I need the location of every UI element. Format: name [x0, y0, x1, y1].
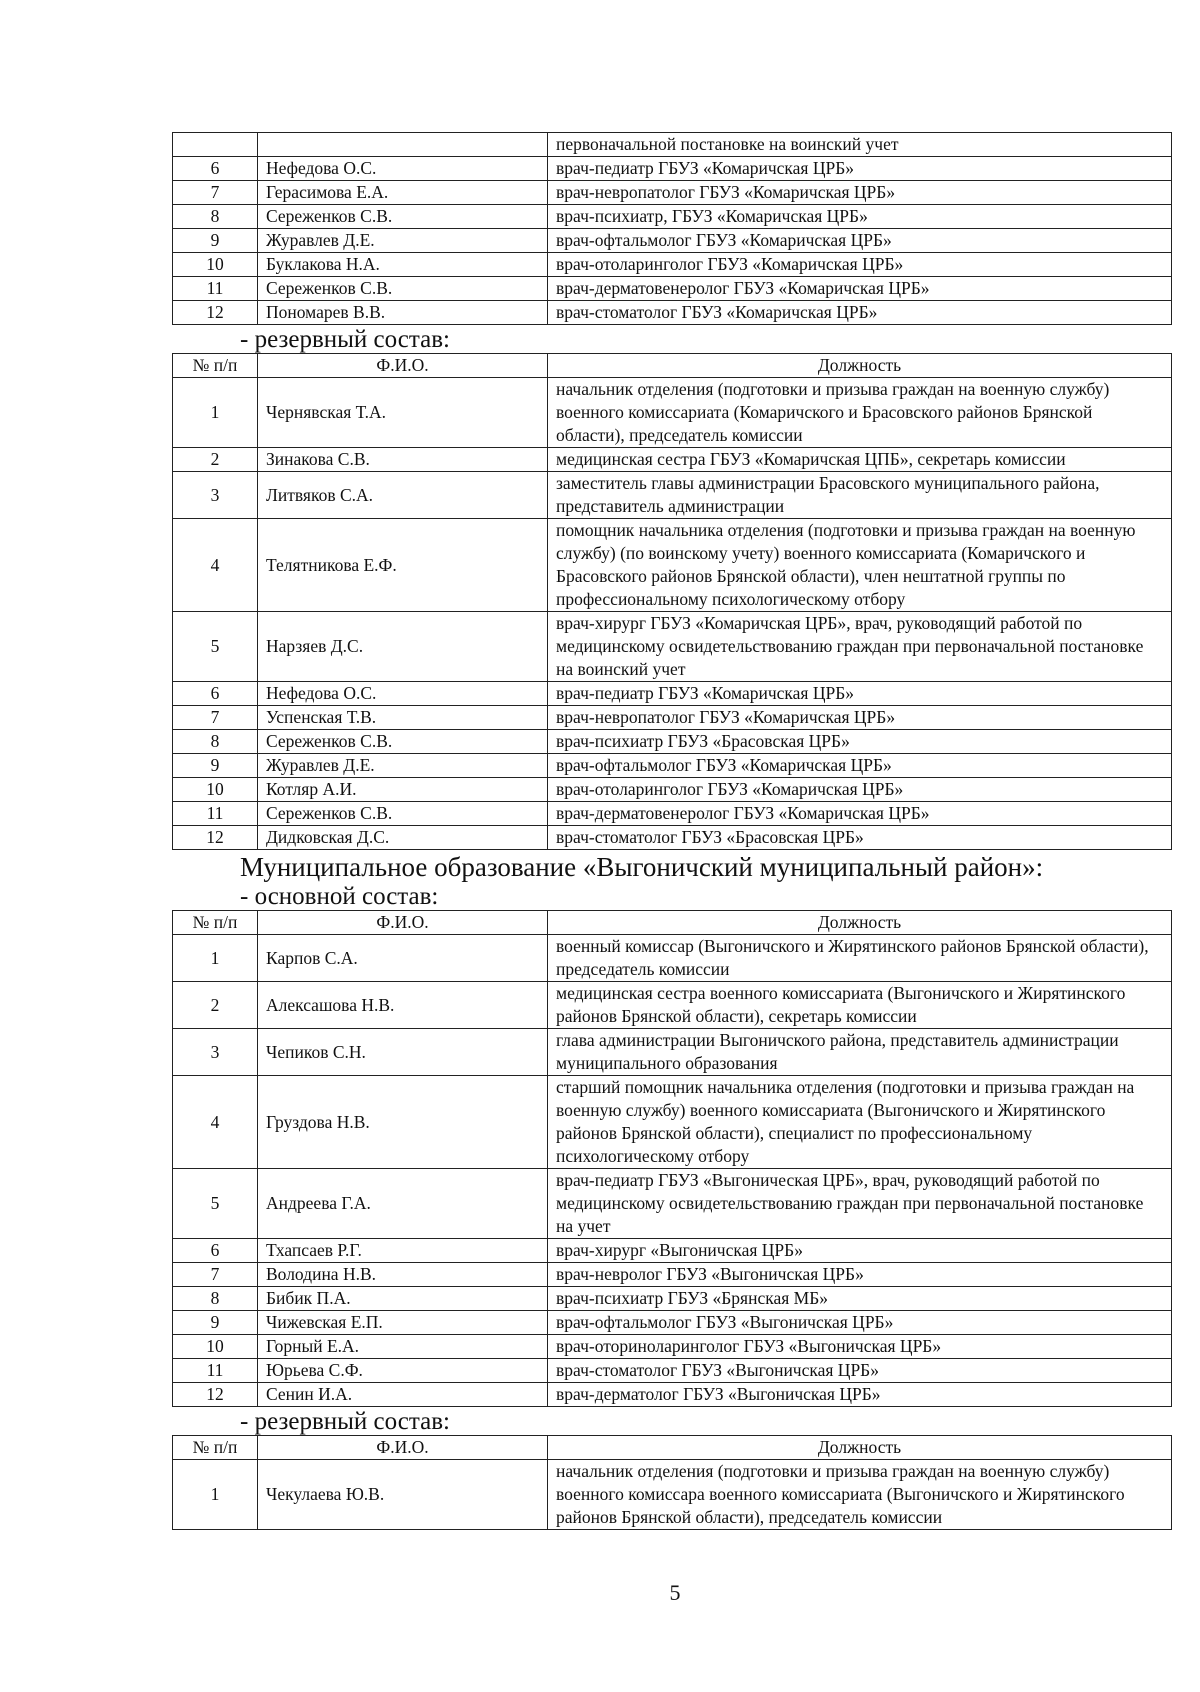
cell-number: 7 [173, 1263, 258, 1287]
cell-position: врач-психиатр, ГБУЗ «Комаричская ЦРБ» [548, 205, 1172, 229]
cell-number: 8 [173, 1287, 258, 1311]
table-row [173, 754, 1172, 778]
cell-name: Чепиков С.Н. [258, 1029, 548, 1076]
table-row [173, 1029, 1172, 1076]
cell-position: врач-психиатр ГБУЗ «Брасовская ЦРБ» [548, 730, 1172, 754]
cell-name: Чижевская Е.П. [258, 1311, 548, 1335]
table-row [173, 706, 1172, 730]
cell-name: Пономарев В.В. [258, 301, 548, 325]
cell-name: Чекулаева Ю.В. [258, 1460, 548, 1530]
cell-position: врач-психиатр ГБУЗ «Брянская МБ» [548, 1287, 1172, 1311]
cell-name: Журавлев Д.Е. [258, 229, 548, 253]
cell-number: 1 [173, 378, 258, 448]
cell-position: врач-отоларинголог ГБУЗ «Комаричская ЦРБ» [548, 253, 1172, 277]
cell-position: медицинская сестра ГБУЗ «Комаричская ЦПБ», секретарь комиссии [548, 448, 1172, 472]
header-position: Должность [548, 911, 1172, 935]
cell-name: Котляр А.И. [258, 778, 548, 802]
cell-position: медицинская сестра военного комиссариата (Выгоничского и Жирятинского районов Брянской области), секретарь комиссии [548, 982, 1172, 1029]
cell-number: 9 [173, 754, 258, 778]
cell-name: Сереженков С.В. [258, 277, 548, 301]
table-row [173, 378, 1172, 448]
cell-position: врач-оториноларинголог ГБУЗ «Выгоничская ЦРБ» [548, 1335, 1172, 1359]
table-row [173, 519, 1172, 612]
cell-name: Буклакова Н.А. [258, 253, 548, 277]
table-row [173, 730, 1172, 754]
cell-number: 10 [173, 253, 258, 277]
header-num: № п/п [173, 911, 258, 935]
table-row [173, 1359, 1172, 1383]
table-reserve-vygonichi [172, 1435, 1172, 1530]
cell-number: 2 [173, 448, 258, 472]
cell-position: врач-педиатр ГБУЗ «Комаричская ЦРБ» [548, 682, 1172, 706]
table-row [173, 301, 1172, 325]
cell-number: 1 [173, 935, 258, 982]
table-row [173, 1263, 1172, 1287]
table-row [173, 133, 1172, 157]
cell-number: 8 [173, 205, 258, 229]
table-row [173, 448, 1172, 472]
cell-number: 4 [173, 519, 258, 612]
table-row [173, 1169, 1172, 1239]
cell-position: врач-отоларинголог ГБУЗ «Комаричская ЦРБ» [548, 778, 1172, 802]
cell-number: 11 [173, 802, 258, 826]
cell-position: врач-офтальмолог ГБУЗ «Комаричская ЦРБ» [548, 229, 1172, 253]
cell-position: врач-дерматовенеролог ГБУЗ «Комаричская ЦРБ» [548, 802, 1172, 826]
table-row [173, 277, 1172, 301]
table-row [173, 157, 1172, 181]
section-label-reserve: - резервный состав: [240, 1408, 450, 1435]
cell-number: 11 [173, 1359, 258, 1383]
cell-name: Нефедова О.С. [258, 682, 548, 706]
cell-position: старший помощник начальника отделения (подготовки и призыва граждан на военную службу) военного комиссариата (Выгоничского и Жирятинского районов Брянской области), специалист по профессиональному психологическому отбору [548, 1076, 1172, 1169]
header-num: № п/п [173, 1436, 258, 1460]
cell-position: начальник отделения (подготовки и призыва граждан на военную службу) военного комиссара военного комиссариата (Выгоничского и Жирятинского районов Брянской области), председатель комиссии [548, 1460, 1172, 1530]
cell-number: 3 [173, 1029, 258, 1076]
cell-position: помощник начальника отделения (подготовки и призыва граждан на военную службу) (по воинскому учету) военного комиссариата (Комаричского и Брасовского районов Брянской области), член нештатной группы по профессиональному психологическому отбору [548, 519, 1172, 612]
cell-number: 9 [173, 229, 258, 253]
cell-position: заместитель главы администрации Брасовского муниципального района, представитель администрации [548, 472, 1172, 519]
section-label-reserve: - резервный состав: [240, 326, 450, 353]
cell-name: Бибик П.А. [258, 1287, 548, 1311]
cell-position: врач-офтальмолог ГБУЗ «Комаричская ЦРБ» [548, 754, 1172, 778]
table-row [173, 472, 1172, 519]
cell-number: 2 [173, 982, 258, 1029]
cell-number: 12 [173, 826, 258, 850]
cell-name: Дидковская Д.С. [258, 826, 548, 850]
table-row [173, 778, 1172, 802]
table-row [173, 1383, 1172, 1407]
cell-number: 10 [173, 1335, 258, 1359]
table-main-vygonichi [172, 910, 1172, 1407]
cell-number: 5 [173, 612, 258, 682]
table-body [173, 935, 1172, 1407]
header-position: Должность [548, 354, 1172, 378]
header-position: Должность [548, 1436, 1172, 1460]
cell-number: 6 [173, 682, 258, 706]
cell-name: Герасимова Е.А. [258, 181, 548, 205]
cell-number: 7 [173, 181, 258, 205]
header-row [173, 911, 1172, 935]
cell-position: глава администрации Выгоничского района, представитель администрации муниципального образования [548, 1029, 1172, 1076]
cell-name: Нефедова О.С. [258, 157, 548, 181]
cell-number: 9 [173, 1311, 258, 1335]
cell-position: врач-хирург ГБУЗ «Комаричская ЦРБ», врач, руководящий работой по медицинскому освидетельствованию граждан при первоначальной постановке на воинский учет [548, 612, 1172, 682]
table-row [173, 935, 1172, 982]
cell-name: Володина Н.В. [258, 1263, 548, 1287]
cell-name: Горный Е.А. [258, 1335, 548, 1359]
municipality-heading: Муниципальное образование «Выгоничский муниципальный район»: [240, 852, 1044, 882]
cell-number [173, 133, 258, 157]
cell-position: начальник отделения (подготовки и призыва граждан на военную службу) военного комиссариата (Комаричского и Брасовского районов Брянской области), председатель комиссии [548, 378, 1172, 448]
cell-position: врач-стоматолог ГБУЗ «Комаричская ЦРБ» [548, 301, 1172, 325]
cell-name: Карпов С.А. [258, 935, 548, 982]
section-label-main: - основной состав: [240, 883, 439, 910]
cell-number: 6 [173, 1239, 258, 1263]
table-row [173, 1239, 1172, 1263]
cell-name: Сенин И.А. [258, 1383, 548, 1407]
header-name: Ф.И.О. [258, 911, 548, 935]
cell-number: 12 [173, 1383, 258, 1407]
cell-position: врач-дерматолог ГБУЗ «Выгоничская ЦРБ» [548, 1383, 1172, 1407]
cell-number: 3 [173, 472, 258, 519]
cell-name: Алексашова Н.В. [258, 982, 548, 1029]
document-page [172, 132, 1171, 1530]
cell-position: врач-дерматовенеролог ГБУЗ «Комаричская ЦРБ» [548, 277, 1172, 301]
table-body [173, 378, 1172, 850]
cell-number: 5 [173, 1169, 258, 1239]
cell-number: 4 [173, 1076, 258, 1169]
cell-name: Журавлев Д.Е. [258, 754, 548, 778]
cell-position: врач-стоматолог ГБУЗ «Выгоничская ЦРБ» [548, 1359, 1172, 1383]
header-row [173, 354, 1172, 378]
page-number: 5 [669, 1580, 681, 1605]
cell-position: врач-педиатр ГБУЗ «Комаричская ЦРБ» [548, 157, 1172, 181]
cell-number: 8 [173, 730, 258, 754]
table-row [173, 826, 1172, 850]
cell-name: Зинакова С.В. [258, 448, 548, 472]
cell-name: Нарзяев Д.С. [258, 612, 548, 682]
cell-position: врач-хирург «Выгоничская ЦРБ» [548, 1239, 1172, 1263]
table-row [173, 229, 1172, 253]
header-name: Ф.И.О. [258, 1436, 548, 1460]
table-row [173, 1460, 1172, 1530]
cell-name: Тхапсаев Р.Г. [258, 1239, 548, 1263]
cell-number: 11 [173, 277, 258, 301]
header-row [173, 1436, 1172, 1460]
cell-position: первоначальной постановке на воинский учет [548, 133, 1172, 157]
cell-position: врач-офтальмолог ГБУЗ «Выгоничская ЦРБ» [548, 1311, 1172, 1335]
table-continued [172, 132, 1172, 325]
cell-name: Андреева Г.А. [258, 1169, 548, 1239]
table-row [173, 253, 1172, 277]
cell-number: 7 [173, 706, 258, 730]
table-row [173, 1076, 1172, 1169]
table-row [173, 612, 1172, 682]
cell-position: врач-невролог ГБУЗ «Выгоничская ЦРБ» [548, 1263, 1172, 1287]
table-body [173, 1460, 1172, 1530]
cell-name [258, 133, 548, 157]
cell-name: Литвяков С.А. [258, 472, 548, 519]
table-row [173, 181, 1172, 205]
table-row [173, 982, 1172, 1029]
cell-name: Успенская Т.В. [258, 706, 548, 730]
cell-number: 6 [173, 157, 258, 181]
cell-position: врач-невропатолог ГБУЗ «Комаричская ЦРБ» [548, 181, 1172, 205]
table-body [173, 133, 1172, 325]
cell-name: Сереженков С.В. [258, 730, 548, 754]
cell-name: Чернявская Т.А. [258, 378, 548, 448]
table-row [173, 1311, 1172, 1335]
table-row [173, 682, 1172, 706]
cell-number: 10 [173, 778, 258, 802]
table-row [173, 1335, 1172, 1359]
header-name: Ф.И.О. [258, 354, 548, 378]
table-row [173, 802, 1172, 826]
cell-position: военный комиссар (Выгоничского и Жирятинского районов Брянской области), председатель комиссии [548, 935, 1172, 982]
cell-number: 12 [173, 301, 258, 325]
cell-name: Сереженков С.В. [258, 802, 548, 826]
table-row [173, 205, 1172, 229]
cell-name: Груздова Н.В. [258, 1076, 548, 1169]
cell-position: врач-стоматолог ГБУЗ «Брасовская ЦРБ» [548, 826, 1172, 850]
table-row [173, 1287, 1172, 1311]
cell-name: Юрьева С.Ф. [258, 1359, 548, 1383]
cell-position: врач-педиатр ГБУЗ «Выгоническая ЦРБ», врач, руководящий работой по медицинскому освидетельствованию граждан при первоначальной постановке на учет [548, 1169, 1172, 1239]
header-num: № п/п [173, 354, 258, 378]
cell-name: Сереженков С.В. [258, 205, 548, 229]
table-reserve-komarichi [172, 353, 1172, 850]
cell-position: врач-невропатолог ГБУЗ «Комаричская ЦРБ» [548, 706, 1172, 730]
cell-number: 1 [173, 1460, 258, 1530]
cell-name: Телятникова Е.Ф. [258, 519, 548, 612]
